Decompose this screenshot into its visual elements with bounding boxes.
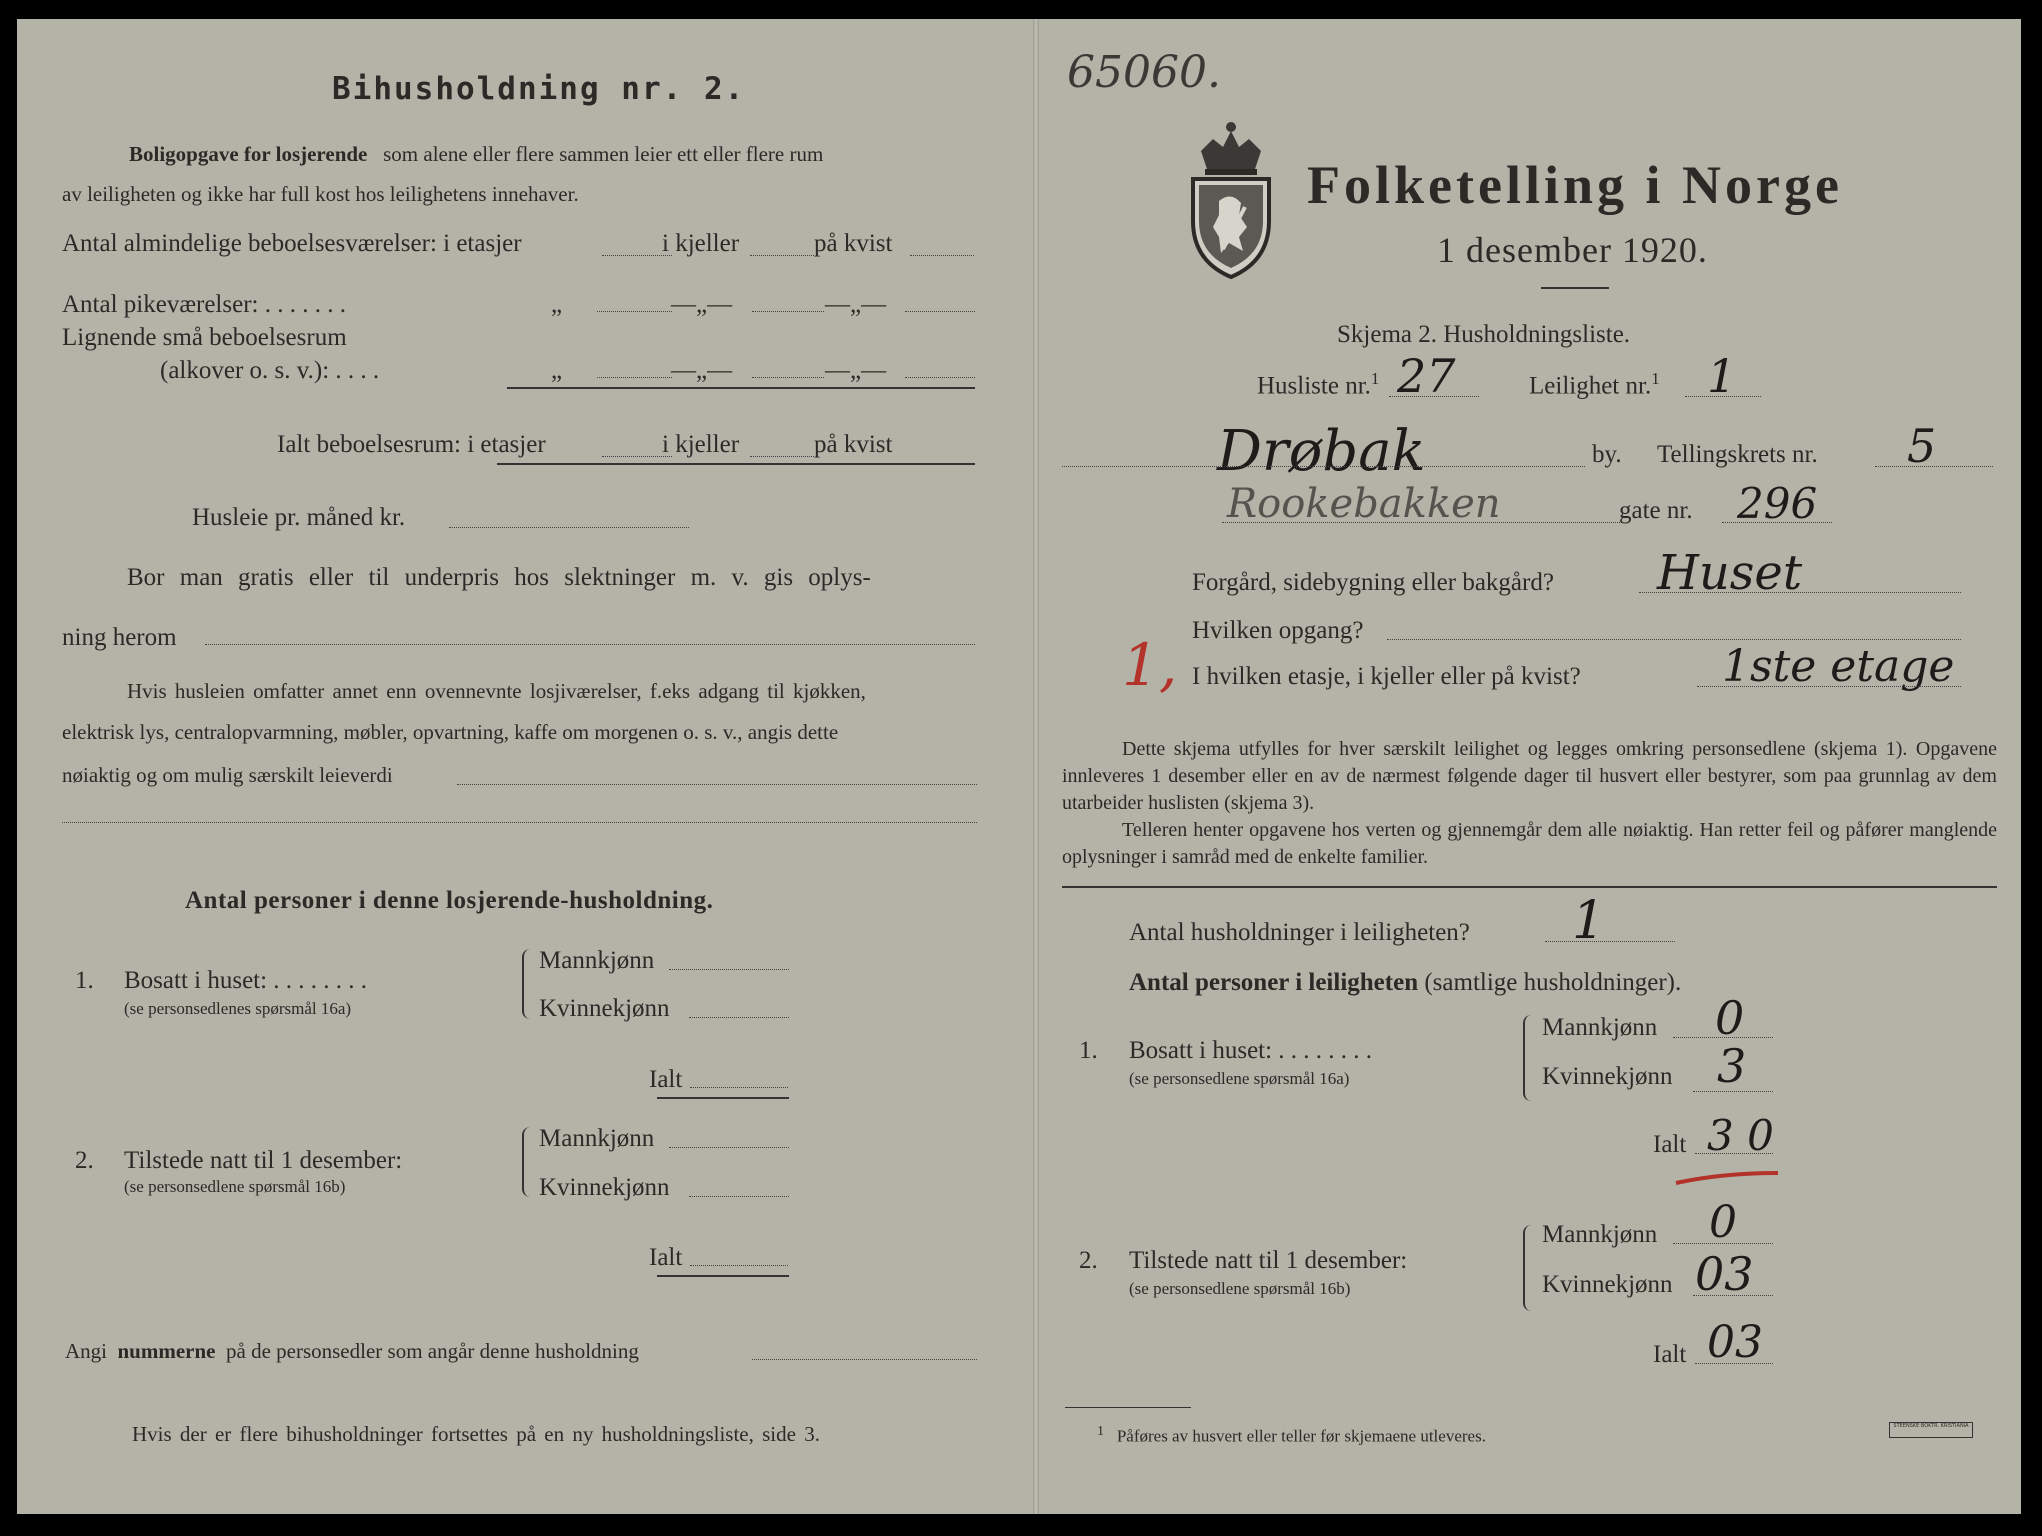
lign-ditto-3: —„— <box>825 357 887 384</box>
pike-line-1 <box>597 311 672 312</box>
left-q1-mann-line <box>669 969 789 970</box>
ialt-rooms-label: Ialt beboelsesrum: i etasjer <box>277 431 546 458</box>
printer-stamp: STEENSKE BOKTR. KRISTIANIA <box>1889 1422 1973 1438</box>
right-persons-heading <box>1129 969 1681 997</box>
red-check-mark: 1, <box>1122 631 1178 699</box>
instructions-1: Dette skjema utfylles for hver særskilt leilighet og legges omkring personsedlene (skjema 1). Opgavene innleveres 1 desember eller en av de nærmest følgende dager til husvert eller bestyrer, som paa grunnlag av dem utarbeider huslisten (skjema 3). <box>1062 738 1997 814</box>
right-q2-label: Tilstede natt til 1 desember: <box>1129 1247 1408 1274</box>
left-q1-kvinne-line <box>689 1017 789 1018</box>
archive-number: 65060. <box>1067 47 1221 98</box>
right-q2-mann-line <box>1673 1243 1773 1244</box>
lign-line-1 <box>597 377 672 378</box>
left-q1-ialt: Ialt <box>649 1066 683 1093</box>
right-q1-num: 1. <box>1079 1037 1098 1064</box>
rooms-kjeller-label: i kjeller <box>662 230 740 257</box>
husliste-value: 27 <box>1397 349 1456 403</box>
gate-value: Rookebakken <box>1227 481 1501 527</box>
right-q1-mann-value: 0 <box>1715 991 1745 1045</box>
left-q2-ialt-underline <box>657 1275 789 1277</box>
instructions-2: Telleren henter opgavene hos verten og gjennemgår dem alle nøiaktig. Han retter feil og påfører manglende oplysninger i samråd med de enkelte familier. <box>1062 819 1997 868</box>
right-q1-sub: (se personsedlene spørsmål 16a) <box>1129 1069 1350 1088</box>
omfatter-line-1: Hvis husleien omfatter annet enn ovennevnte losjiværelser, f.eks adgang til kjøkken, <box>127 679 866 703</box>
opgang-label: Hvilken opgang? <box>1192 617 1364 644</box>
ialt-kjeller-label: i kjeller <box>662 431 740 458</box>
ialt-underline <box>497 463 975 465</box>
husliste-label-text: Husliste nr. <box>1257 372 1371 400</box>
forgaard-value: Huset <box>1657 545 1803 601</box>
footnote <box>1097 1423 1486 1447</box>
right-q2-kvinne: Kvinnekjønn <box>1542 1271 1673 1298</box>
omfatter-line-3: nøiaktig og om mulig særskilt leieverdi <box>62 763 393 787</box>
lign-line-3 <box>905 377 975 378</box>
pike-ditto-2: —„— <box>671 291 733 318</box>
left-q1-num: 1. <box>75 967 94 994</box>
by-label: by. <box>1592 441 1622 468</box>
rooms-kvist-line <box>910 255 974 256</box>
left-q1-sub: (se personsedlenes spørsmål 16a) <box>124 999 352 1018</box>
etasje-value: 1ste etage <box>1722 641 1955 692</box>
forgaard-line <box>1639 592 1961 593</box>
pike-line-3 <box>905 311 975 312</box>
right-q2-mann: Mannkjønn <box>1542 1221 1658 1248</box>
left-q1-label: Bosatt i huset: . . . . . . . . <box>124 967 368 994</box>
omfatter-line-extra <box>62 822 977 823</box>
etasje-label: I hvilken etasje, i kjeller eller på kvist? <box>1192 663 1581 690</box>
right-title: Folketelling i Norge <box>1307 155 1843 215</box>
hush-line <box>1545 941 1675 942</box>
right-q1-kvinne-line <box>1693 1091 1773 1092</box>
left-q2-ialt-line <box>690 1265 788 1266</box>
right-q1-kvinne-value: 3 <box>1717 1039 1747 1093</box>
intro-bold: Boligopgave for losjerende <box>129 142 368 166</box>
red-underline-mark <box>1672 1167 1782 1191</box>
right-q2-brace <box>1523 1225 1533 1311</box>
left-q2-mann-line <box>669 1147 789 1148</box>
right-q2-ialt-line <box>1695 1363 1773 1364</box>
right-persons-bold: Antal personer i leiligheten <box>1129 969 1419 996</box>
by-line <box>1062 466 1585 467</box>
rooms-kjeller-line <box>750 255 814 256</box>
rooms-kvist-label: på kvist <box>814 230 893 257</box>
footnote-rule <box>1065 1407 1191 1408</box>
left-q2-brace <box>522 1127 532 1197</box>
krets-value: 5 <box>1907 419 1937 473</box>
angi-bold: nummerne <box>117 1339 216 1363</box>
omfatter-line <box>457 784 977 785</box>
left-q2-ialt: Ialt <box>649 1244 683 1271</box>
leilighet-line <box>1685 396 1761 397</box>
gratis-line-1: Bor man gratis eller til underpris hos slektninger m. v. gis oplys- <box>127 564 871 591</box>
husliste-label <box>1257 369 1379 400</box>
schema-label: Skjema 2. Husholdningsliste. <box>1337 321 1631 348</box>
gate-nr-line <box>1722 522 1832 523</box>
right-q2-kvinne-line <box>1693 1295 1773 1296</box>
left-q1-brace <box>522 949 532 1019</box>
right-q1-brace <box>1523 1015 1533 1101</box>
right-q2-mann-value: 0 <box>1709 1197 1737 1248</box>
husliste-footnote-mark: 1 <box>1370 369 1380 388</box>
left-q2-kvinne: Kvinnekjønn <box>539 1174 670 1201</box>
right-persons-rest: (samtlige husholdninger). <box>1424 969 1682 996</box>
footnote-text: Påføres av husvert eller teller før skjemaene utleveres. <box>1116 1426 1486 1446</box>
right-q1-label: Bosatt i huset: . . . . . . . . <box>1129 1037 1373 1064</box>
lign-label-1: Lignende små beboelsesrum <box>62 324 347 351</box>
krets-line <box>1875 466 1993 467</box>
right-q1-ialt-value: 3 0 <box>1707 1111 1774 1160</box>
left-q2-mann: Mannkjønn <box>539 1125 655 1152</box>
lign-underline <box>507 387 975 389</box>
gratis-line-2: ning herom <box>62 624 177 651</box>
gate-line <box>1222 522 1622 523</box>
gate-nr-value: 296 <box>1737 479 1818 528</box>
right-q2-kvinne-value: 03 <box>1695 1247 1754 1301</box>
left-q1-ialt-line <box>690 1087 788 1088</box>
right-q1-ialt: Ialt <box>1653 1131 1687 1158</box>
census-sheet <box>17 19 2021 1514</box>
left-q2-num: 2. <box>75 1147 94 1174</box>
right-q1-mann-line <box>1673 1037 1773 1038</box>
pike-ditto: „ <box>551 291 563 318</box>
angi-line <box>65 1339 639 1364</box>
right-q2-ialt-value: 03 <box>1707 1317 1763 1368</box>
right-q1-ialt-line <box>1695 1153 1773 1154</box>
right-q1-kvinne: Kvinnekjønn <box>1542 1063 1673 1090</box>
angi-pre: Angi <box>65 1339 107 1363</box>
by-value: Drøbak <box>1217 419 1426 484</box>
krets-label: Tellingskrets nr. <box>1657 441 1818 468</box>
omfatter-line-2: elektrisk lys, centralopvarmning, møbler, opvartning, kaffe om morgenen o. s. v., angis dette <box>62 720 839 744</box>
right-q2-num: 2. <box>1079 1247 1098 1274</box>
gate-label: gate nr. <box>1619 497 1693 524</box>
right-q1-mann: Mannkjønn <box>1542 1014 1658 1041</box>
husleie-line <box>449 527 689 528</box>
left-persons-heading: Antal personer i denne losjerende-husholdning. <box>185 887 714 914</box>
angi-rest: på de personsedler som angår denne husholdning <box>226 1339 639 1363</box>
instructions-rule <box>1062 886 1997 888</box>
leilighet-value: 1 <box>1707 349 1737 403</box>
right-q2-ialt: Ialt <box>1653 1341 1687 1368</box>
leilighet-label <box>1529 369 1660 400</box>
left-q1-mann: Mannkjønn <box>539 947 655 974</box>
husliste-line <box>1389 396 1479 397</box>
left-q1-ialt-underline <box>657 1097 789 1099</box>
gratis-line <box>205 644 975 645</box>
forgaard-label: Forgård, sidebygning eller bakgård? <box>1192 569 1554 596</box>
pike-ditto-3: —„— <box>825 291 887 318</box>
opgang-line <box>1387 639 1961 640</box>
ialt-kvist-label: på kvist <box>814 431 893 458</box>
angi-dotline <box>752 1359 977 1360</box>
norway-coat-of-arms-icon <box>1183 111 1279 281</box>
leilighet-label-text: Leilighet nr. <box>1529 372 1652 400</box>
left-q2-sub: (se personsedlene spørsmål 16b) <box>124 1177 346 1196</box>
lign-ditto-2: —„— <box>671 357 733 384</box>
left-q2-label: Tilstede natt til 1 desember: <box>124 1147 403 1174</box>
lign-label-2: (alkover o. s. v.): . . . . <box>160 357 380 384</box>
page-fold <box>1033 19 1039 1514</box>
left-intro-line1 <box>129 142 823 167</box>
leilighet-footnote-mark: 1 <box>1651 369 1660 388</box>
lign-line-2 <box>752 377 824 378</box>
husleie-label: Husleie pr. måned kr. <box>192 504 406 531</box>
left-q2-kvinne-line <box>689 1196 789 1197</box>
left-intro-line2: av leiligheten og ikke har full kost hos leilighetens innehaver. <box>62 182 579 206</box>
left-footer: Hvis der er flere bihusholdninger fortsettes på en ny husholdningsliste, side 3. <box>132 1422 820 1446</box>
left-title: Bihusholdning nr. 2. <box>332 71 746 107</box>
right-date: 1 desember 1920. <box>1437 230 1708 270</box>
footnote-number: 1 <box>1097 1423 1105 1439</box>
pike-line-2 <box>752 311 824 312</box>
rooms-label: Antal almindelige beboelsesværelser: i etasjer <box>62 230 522 257</box>
ialt-kjeller-line <box>750 456 814 457</box>
intro-rest: som alene eller flere sammen leier ett eller flere rum <box>383 142 824 166</box>
right-q2-sub: (se personsedlene spørsmål 16b) <box>1129 1279 1351 1298</box>
hush-value: 1 <box>1572 891 1606 951</box>
title-rule <box>1541 287 1609 289</box>
hush-label: Antal husholdninger i leiligheten? <box>1129 919 1470 946</box>
left-q1-kvinne: Kvinnekjønn <box>539 995 670 1022</box>
pike-label: Antal pikeværelser: . . . . . . . <box>62 291 346 318</box>
etasje-line <box>1697 686 1961 687</box>
lign-ditto: „ <box>551 357 563 384</box>
